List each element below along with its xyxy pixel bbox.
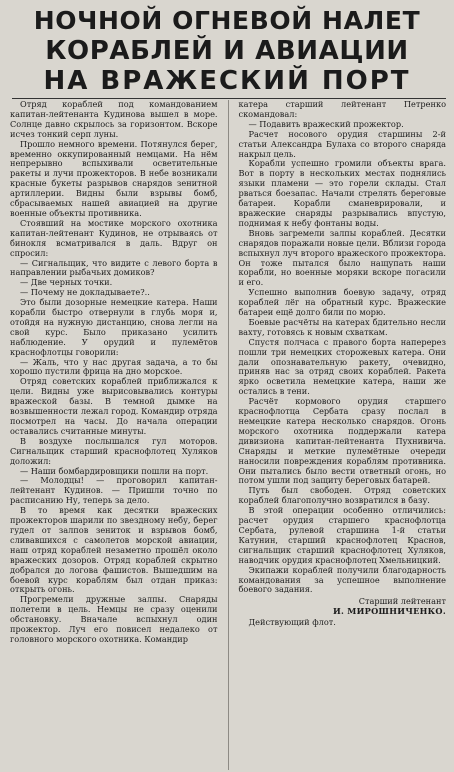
author-signature xyxy=(238,597,446,628)
paragraph: Отряд советских кораблей приближался к цели. Видны уже вырисовывались контуры вражеской базы. В темной дымке на возвышенности лежал город. Командир отряда посмотрел на часы. До начала операции оставались считанные минуты. xyxy=(10,376,218,436)
paragraph: Это были дозорные немецкие катера. Наши корабли быстро отвернули в глубь моря и, отойдя на нужную дистанцию, снова легли на свой курс. Было приказано усилить наблюдение. У орудий и пулемётов краснофлотцы говорили: xyxy=(10,297,218,357)
headline-line-1: НОЧНОЙ ОГНЕВОЙ НАЛЕТ xyxy=(33,6,421,35)
paragraph: Прошло немного времени. Потянулся берег, временно оккупированный немцами. На нём непрерывно вспыхивали осветительные ракеты и лучи прожекторов. В небе возникали красные букеты разрывов снарядов зенитной артиллерии. Видны были взрывы бомб, сбрасываемых нашей авиацией на другие военные объекты противника. xyxy=(10,138,218,218)
headline-line-3: НА ВРАЖЕСКИЙ ПОРТ xyxy=(43,66,411,96)
headline-line-2: КОРАБЛЕЙ И АВИАЦИИ xyxy=(45,36,409,66)
column-divider xyxy=(228,100,229,770)
paragraph: — Молодцы! — проговорил капитан-лейтенант Кудинов. — Пришли точно по расписанию Ну, теперь за дело. xyxy=(10,475,218,506)
paragraph: В воздухе послышался гул моторов. Сигнальщик старший краснофлотец Хуляков доложил: xyxy=(10,435,218,466)
paragraph: — Жаль, что у нас другая задача, а то бы хорошо пустили фрица на дно морское. xyxy=(10,356,218,377)
paragraph: Путь был свободен. Отряд советских кораблей благополучно возвратился в базу. xyxy=(238,485,446,506)
paragraph: — Подавить вражеский прожектор. xyxy=(248,118,404,129)
paragraph: Корабли успешно громили объекты врага. Вот в порту в нескольких местах поднялись языки пламени — это горели склады. Стал рваться боезапас. Начали стрелять береговые батареи. Корабли сманеврировали, и вражеские снаряды разрывались впустую, поднимая к небу фонтаны воды. xyxy=(238,158,446,228)
article-headline xyxy=(8,6,446,96)
article-body xyxy=(10,100,446,770)
paragraph: Отряд кораблей под командованием капитан-лейтенанта Кудинова вышел в море. Солнце давно скрылось за горизонтом. Вскоре исчез тонкий серп луны. xyxy=(10,100,218,139)
paragraph: Спустя полчаса с правого борта наперерез пошли три немецких сторожевых катера. Они дали опознавательную ракету, очевидно, приняв нас за отряд своих кораблей. Ракета ярко осветила немецкие катера, наши же остались в тени. xyxy=(238,336,446,397)
paragraph: Вновь загремели залпы кораблей. Десятки снарядов поражали новые цели. Вблизи города вспыхнул луч второго вражеского прожектора. Он тоже пытался было нащупать наши корабли, но военные моряки вскоре погасили и его. xyxy=(238,227,446,288)
left-column xyxy=(10,100,218,770)
paragraph: Успешно выполнив боевую задачу, отряд кораблей лёг на обратный курс. Вражеские батареи ещё долго били по морю. xyxy=(238,287,446,318)
right-column xyxy=(238,100,446,770)
paragraph: катера старший лейтенант Петренко скомандовал: xyxy=(238,100,446,119)
paragraph: Экипажи кораблей получили благодарность командования за успешное выполнение боевого задания. xyxy=(238,564,446,595)
headline-divider xyxy=(12,98,446,99)
paragraph: — Почему не докладываете?.. xyxy=(20,287,150,298)
paragraph: — Две черных точки. xyxy=(20,277,113,288)
paragraph: Расчет носового орудия старшины 2-й статьи Александра Булаха со второго снаряда накрыл цель. xyxy=(238,128,446,159)
paragraph: В этой операции особенно отличились: расчет орудия старшего краснофлотца Сербата, рулевой старшина 1-й статьи Катунин, старший краснофлотец Краснов, сигнальщик старший краснофлотец Хуляков, наводчик орудия краснофлотец Хмельницкий. xyxy=(238,505,446,565)
author-unit: Действующий флот. xyxy=(248,617,336,628)
paragraph: Прогремели дружные залпы. Снаряды полетели в цель. Немцы не сразу оценили обстановку. Вначале вспыхнул один прожектор. Луч его повисел недалеко от головного морского охотника. Командир xyxy=(10,594,218,644)
paragraph: Расчёт кормового орудия старшего краснофлотца Сербата сразу послал в немецкие катера несколько снарядов. Огонь морского охотника поддержали катера дивизиона капитан-лейтенанта Пухнивича. Снаряды и меткие пулемётные очереди наносили повреждения кораблям противника. Они пытались было вести ответный огонь, но потом ушли под защиту береговых батарей. xyxy=(238,396,446,486)
paragraph: Боевые расчёты на катерах бдительно несли вахту, готовясь к новым схваткам. xyxy=(238,316,446,337)
author-rank: Старший лейтенант xyxy=(358,596,446,607)
paragraph: В то время как десятки вражеских прожекторов шарили по звездному небу, берег гудел от залпов зениток и взрывов бомб, сливавшихся с самолетов морской авиации, наш отряд кораблей незаметно прошёл около вражеских дозоров. Отряд кораблей скрытно добрался до логова фашистов. Вышедшим на боевой курс кораблям был отдан приказ: открыть огонь. xyxy=(10,505,218,595)
paragraph: — Наши бомбардировщики пошли на порт. xyxy=(20,465,209,476)
paragraph: Стоявший на мостике морского охотника капитан-лейтенант Кудинов, не отрываясь от бинокля всматривался в даль. Вдруг он спросил: xyxy=(10,217,218,258)
author-name: И. МИРОШНИЧЕНКО. xyxy=(332,606,446,617)
paragraph: — Сигнальщик, что видите с левого борта в направлении рыбачьих домиков? xyxy=(10,257,218,278)
